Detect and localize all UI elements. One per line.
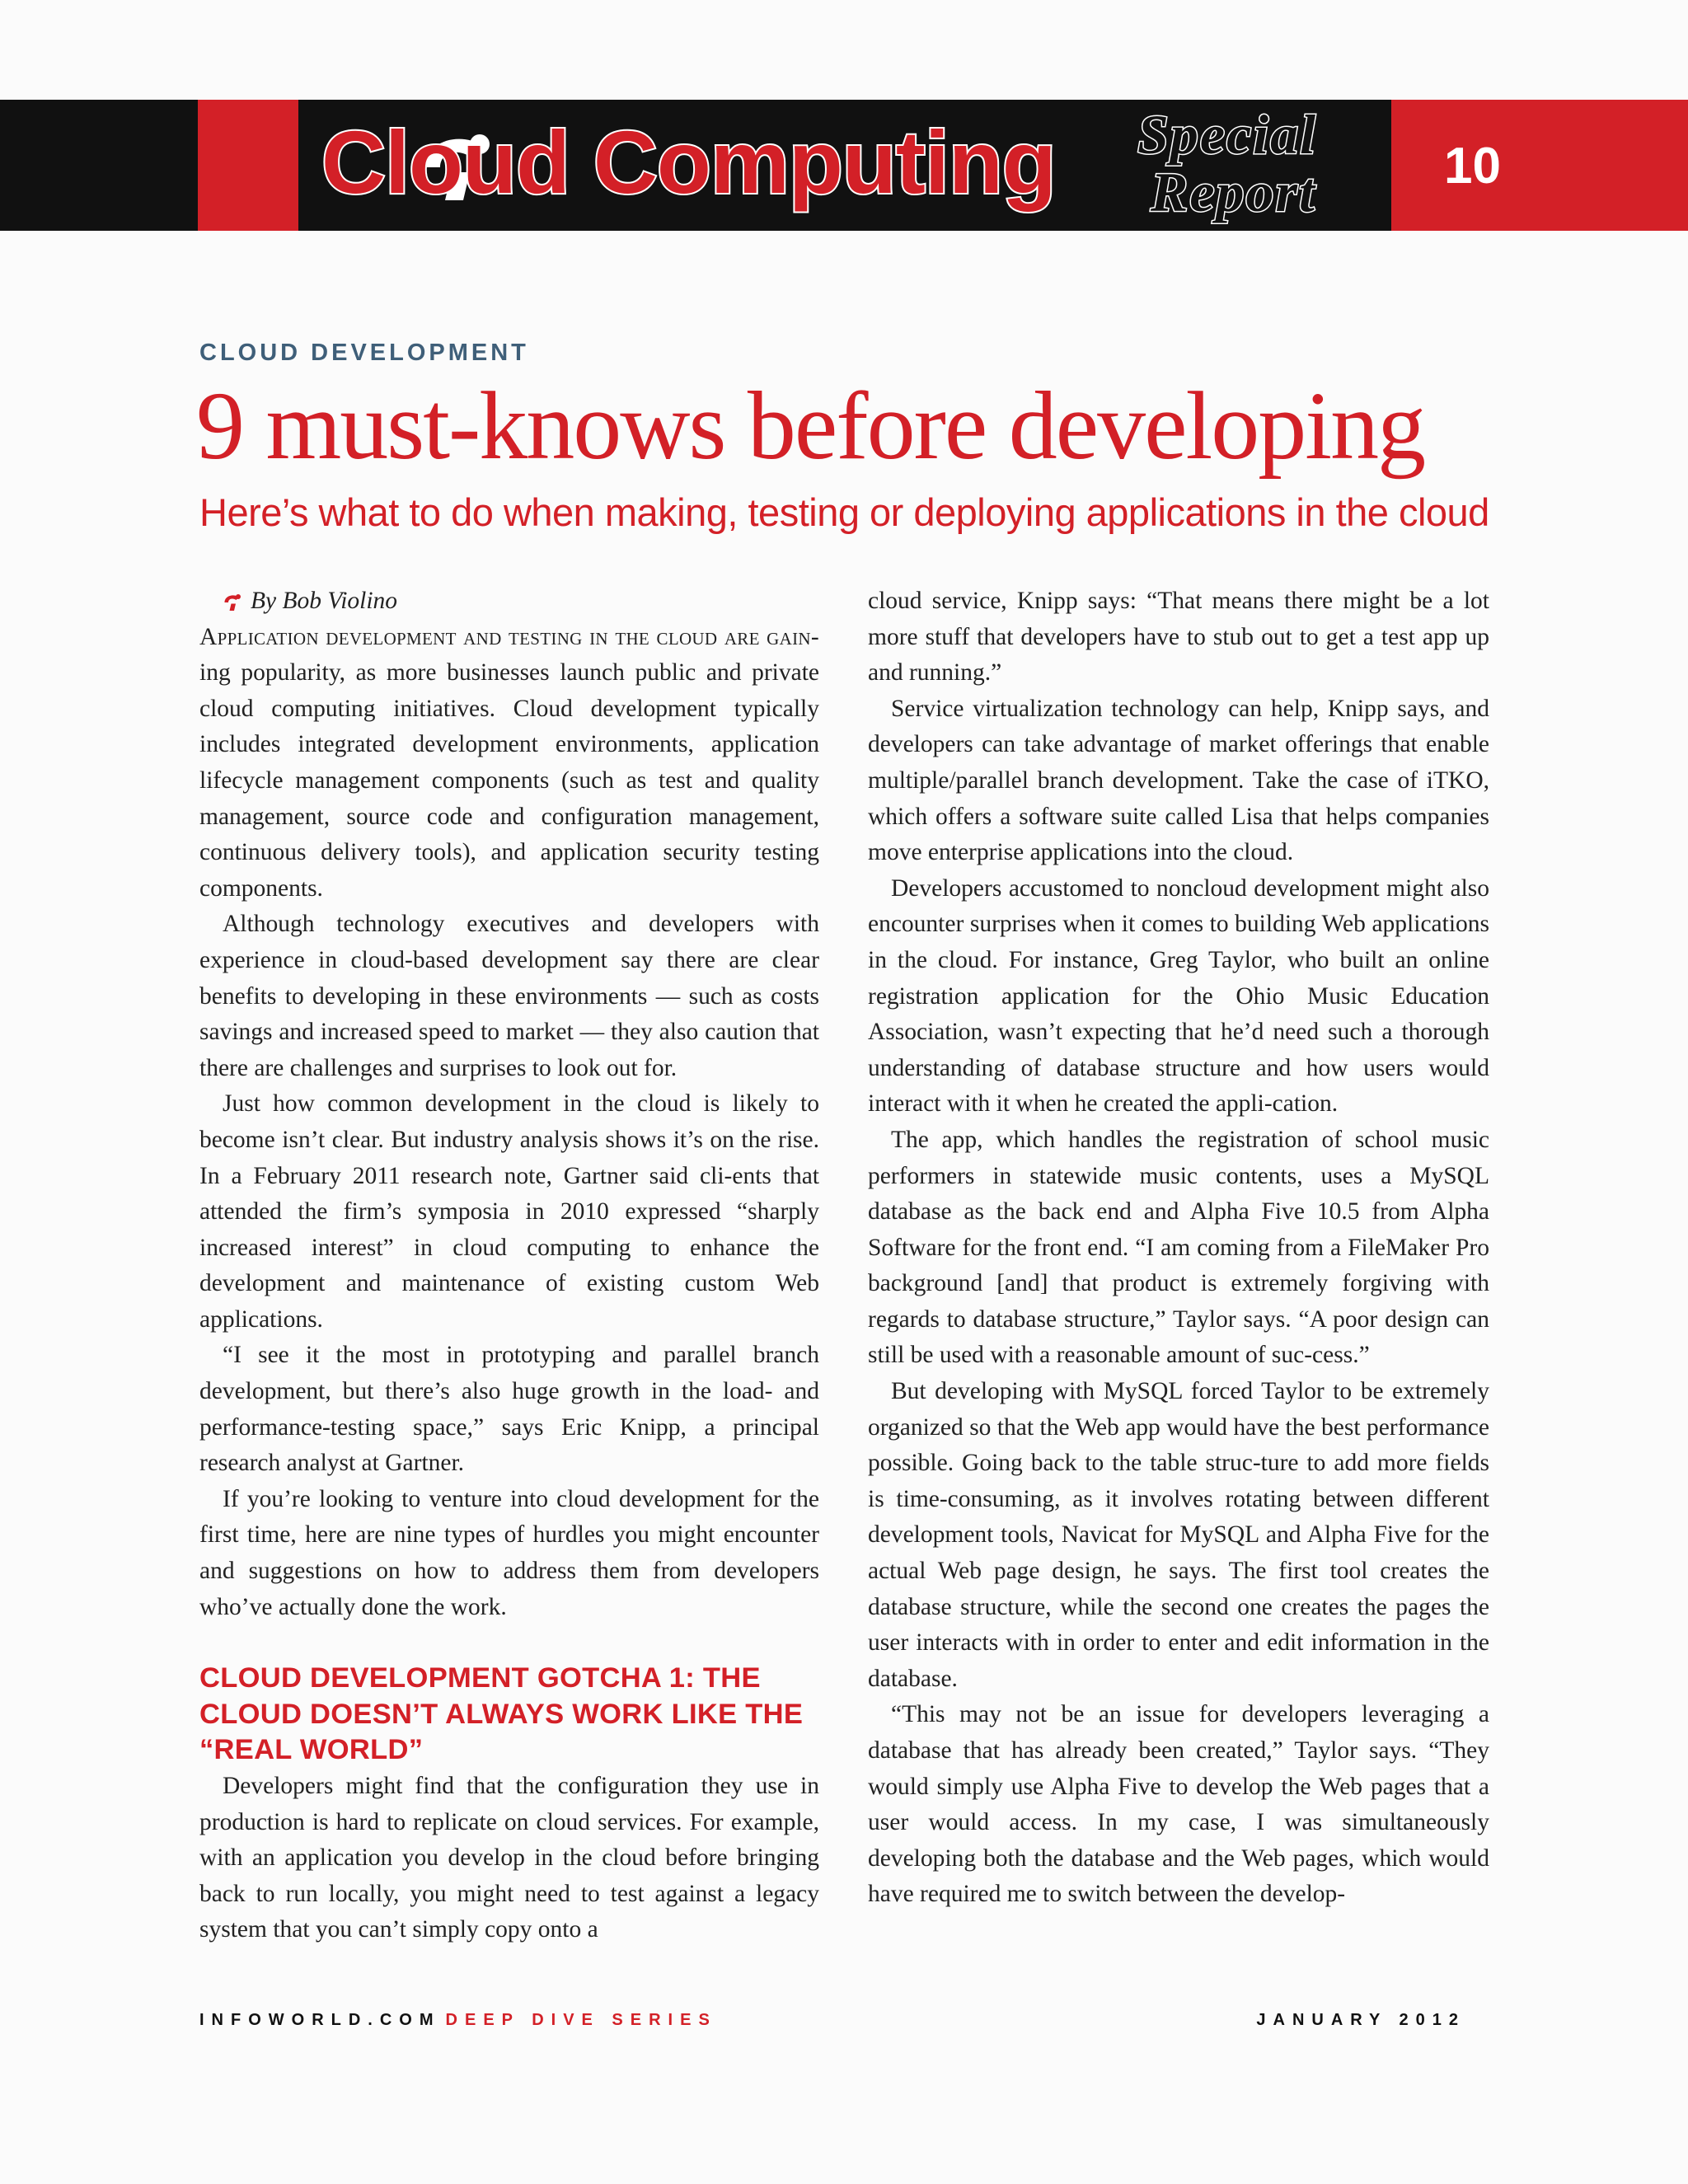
body-paragraph: “This may not be an issue for developers leveraging a database that has already been created,” Taylor says. “They would simply use Alpha Five to develop the Web pages that a user would access. In my case, I was simultaneously developing both the database and the Web pages, which would have required me to switch between the develop-	[868, 1701, 1489, 1908]
body-paragraph: If you’re looking to venture into cloud development for the first time, here are nine types of hurdles you might encounter and suggestions on how to address them from developers who’ve actually done the work.	[199, 1485, 819, 1620]
footer-series: DEEP DIVE SERIES	[445, 2011, 717, 2029]
footer-site: INFOWORLD.COM	[199, 2011, 441, 2029]
body-paragraph: Just how common development in the cloud is likely to become isn’t clear. But industry analysis shows it’s on the rise. In a February 2011 research note, Gartner said cli-ents that attended the firm’s symposia in 2010 expressed “sharply increased interest” in cloud computing to enhance the development and maintenance of existing custom Web applications.	[199, 1090, 819, 1333]
banner-report: Report	[1151, 161, 1316, 223]
body-paragraph: “I see it the most in prototyping and parallel branch development, but there’s also huge growth in the load- and performance-testing space,” says Eric Knipp, a principal research analyst at Gartner.	[199, 1342, 819, 1477]
article-column-left	[199, 583, 819, 1948]
banner-special: Special	[1137, 103, 1317, 166]
body-paragraph: Although technology executives and developers with experience in cloud-based development say there are clear benefits to developing in these environments — such as costs savings and increased speed to market — they also caution that there are challenges and surprises to look out for.	[199, 911, 819, 1081]
body-paragraph: Developers accustomed to noncloud development might also encounter surprises when it comes to building Web applications in the cloud. For instance, Greg Taylor, who built an online registration application for the Ohio Music Education Association, wasn’t expecting that he’d need such a thorough understanding of database structure and how users would interact with it when he created the appli-cation.	[868, 874, 1489, 1118]
body-paragraph: The app, which handles the registration of school music performers in statewide music contents, uses a MySQL database as the back end and Alpha Five 10.5 from Alpha Software for the front end. “I am coming from a FileMaker Pro background [and] that product is extremely forgiving with regards to database structure,” Taylor says. “A poor design can still be used with a reasonable amount of suc-cess.”	[868, 1126, 1489, 1369]
lead-paragraph	[199, 620, 819, 907]
lead-caps: Application development and testing in the cloud are gain-	[199, 623, 819, 650]
section-banner	[0, 100, 1688, 231]
footer-date: JANUARY 2012	[1256, 2011, 1465, 2029]
article-kicker: CLOUD DEVELOPMENT	[199, 340, 529, 366]
article-column-right	[868, 583, 1489, 1913]
article-deck: Here’s what to do when making, testing or deploying applications in the cloud	[199, 490, 1489, 534]
lead-text: ing popularity, as more businesses launch public and private cloud computing initiatives. Cloud development typically includes integrated development environments, application lifecycle management components (such as test and quality management, source code and configuration management, continuous delivery tools), and application security testing components.	[199, 659, 819, 902]
body-paragraph: Developers might find that the configuration they use in production is hard to replicate on cloud services. For example, with an application you develop in the cloud before bringing back to run locally, you might need to test against a legacy system that you can’t simply copy onto a	[199, 1773, 819, 1943]
banner-page-block	[1391, 100, 1688, 231]
infoworld-logo-icon	[221, 592, 244, 612]
body-paragraph: But developing with MySQL forced Taylor to be extremely organized so that the Web app would have the best performance possible. Going back to the table struc-ture to add more fields is time-consuming, as it involves rotating between different development tools, Navicat for MySQL and Alpha Five for the actual Web page design, he says. The first tool creates the database structure, while the second one creates the pages the user interacts with in order to enter and edit information in the database.	[868, 1378, 1489, 1692]
footer-left	[199, 2011, 717, 2030]
byline-text: By Bob Violino	[251, 588, 398, 614]
byline	[199, 583, 819, 620]
banner-logo-block	[198, 100, 298, 231]
body-paragraph: cloud service, Knipp says: “That means there might be a lot more stuff that developers have to stub out to get a test app up and running.”	[868, 588, 1489, 687]
banner-title: Cloud Computing	[321, 112, 1056, 212]
section-subhead: CLOUD DEVELOPMENT GOTCHA 1: THE CLOUD DOESN’T ALWAYS WORK LIKE THE “REAL WORLD”	[199, 1662, 804, 1766]
body-paragraph: Service virtualization technology can help, Knipp says, and developers can take advantage of market offerings that enable multiple/parallel branch development. Take the case of iTKO, which offers a software suite called Lisa that helps companies move enterprise applications into the cloud.	[868, 695, 1489, 866]
article-headline: 9 must-knows before developing	[196, 372, 1425, 480]
page-number: 10	[1444, 138, 1501, 194]
